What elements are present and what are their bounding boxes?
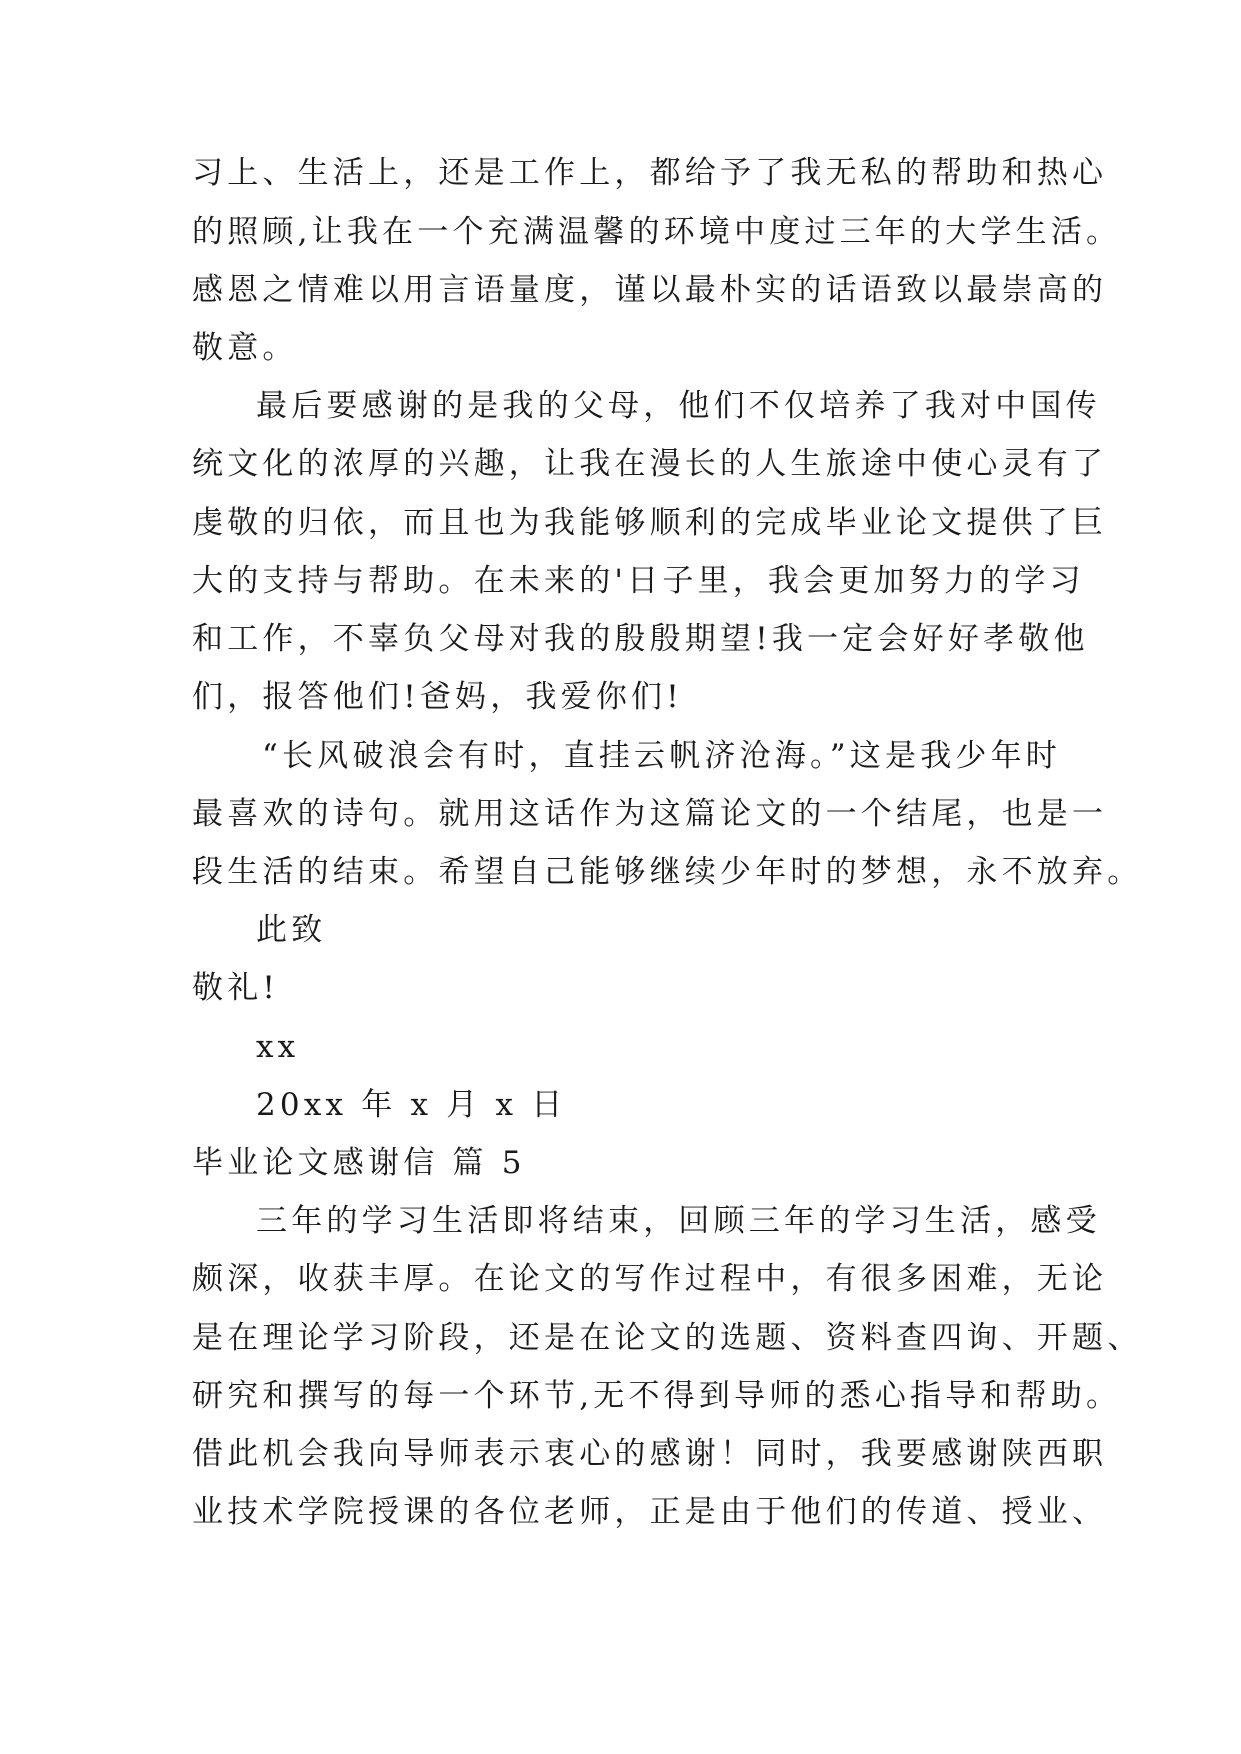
paragraph-line: 三年的学习生活即将结束，回顾三年的学习生活，感受 xyxy=(256,1203,1101,1239)
paragraph-line: 习上、生活上，还是工作上，都给予了我无私的帮助和热心 xyxy=(192,155,1108,191)
paragraph-line: 的照顾,让我在一个充满温馨的环境中度过三年的大学生活。 xyxy=(192,214,1122,250)
paragraph-line: 是在理论学习阶段，还是在论文的选题、资料查四询、开题、 xyxy=(192,1320,1143,1356)
paragraph-line: 和工作，不辜负父母对我的殷殷期望!我一定会好好孝敬他 xyxy=(192,621,1089,657)
paragraph-line: 最后要感谢的是我的父母，他们不仅培养了我对中国传 xyxy=(256,388,1101,424)
paragraph-line: 感恩之情难以用言语量度，谨以最朴实的话语致以最崇高的 xyxy=(192,272,1108,308)
section-heading: 毕业论文感谢信 篇 5 xyxy=(192,1145,526,1181)
paragraph-line: 们，报答他们!爸妈，我爱你们! xyxy=(192,679,683,715)
paragraph-line: 统文化的浓厚的兴趣，让我在漫长的人生旅途中使心灵有了 xyxy=(192,446,1108,482)
paragraph-line: 段生活的结束。希望自己能够继续少年时的梦想，永不放弃。 xyxy=(192,854,1143,890)
closing-salutation: 此致 xyxy=(256,912,327,948)
paragraph-line: 敬意。 xyxy=(192,330,298,366)
paragraph-line: 大的支持与帮助。在未来的'日子里，我会更加努力的学习 xyxy=(192,563,1085,599)
closing-greeting: 敬礼! xyxy=(192,970,280,1006)
paragraph-line: 研究和撰写的每一个环节,无不得到导师的悉心指导和帮助。 xyxy=(192,1378,1122,1414)
paragraph-line: 虔敬的归依，而且也为我能够顺利的完成毕业论文提供了巨 xyxy=(192,505,1108,541)
signature-date: 20xx 年 x 月 x 日 xyxy=(256,1087,567,1123)
signature-name: xx xyxy=(256,1029,300,1065)
paragraph-line: 最喜欢的诗句。就用这话作为这篇论文的一个结尾，也是一 xyxy=(192,796,1108,832)
paragraph-line: 业技术学院授课的各位老师，正是由于他们的传道、授业、 xyxy=(192,1494,1108,1530)
paragraph-line: 借此机会我向导师表示衷心的感谢！同时，我要感谢陕西职 xyxy=(192,1436,1108,1472)
paragraph-line: 颇深，收获丰厚。在论文的写作过程中，有很多困难，无论 xyxy=(192,1261,1108,1297)
paragraph-line: “长风破浪会有时，直挂云帆济沧海。”这是我少年时 xyxy=(262,738,1061,774)
